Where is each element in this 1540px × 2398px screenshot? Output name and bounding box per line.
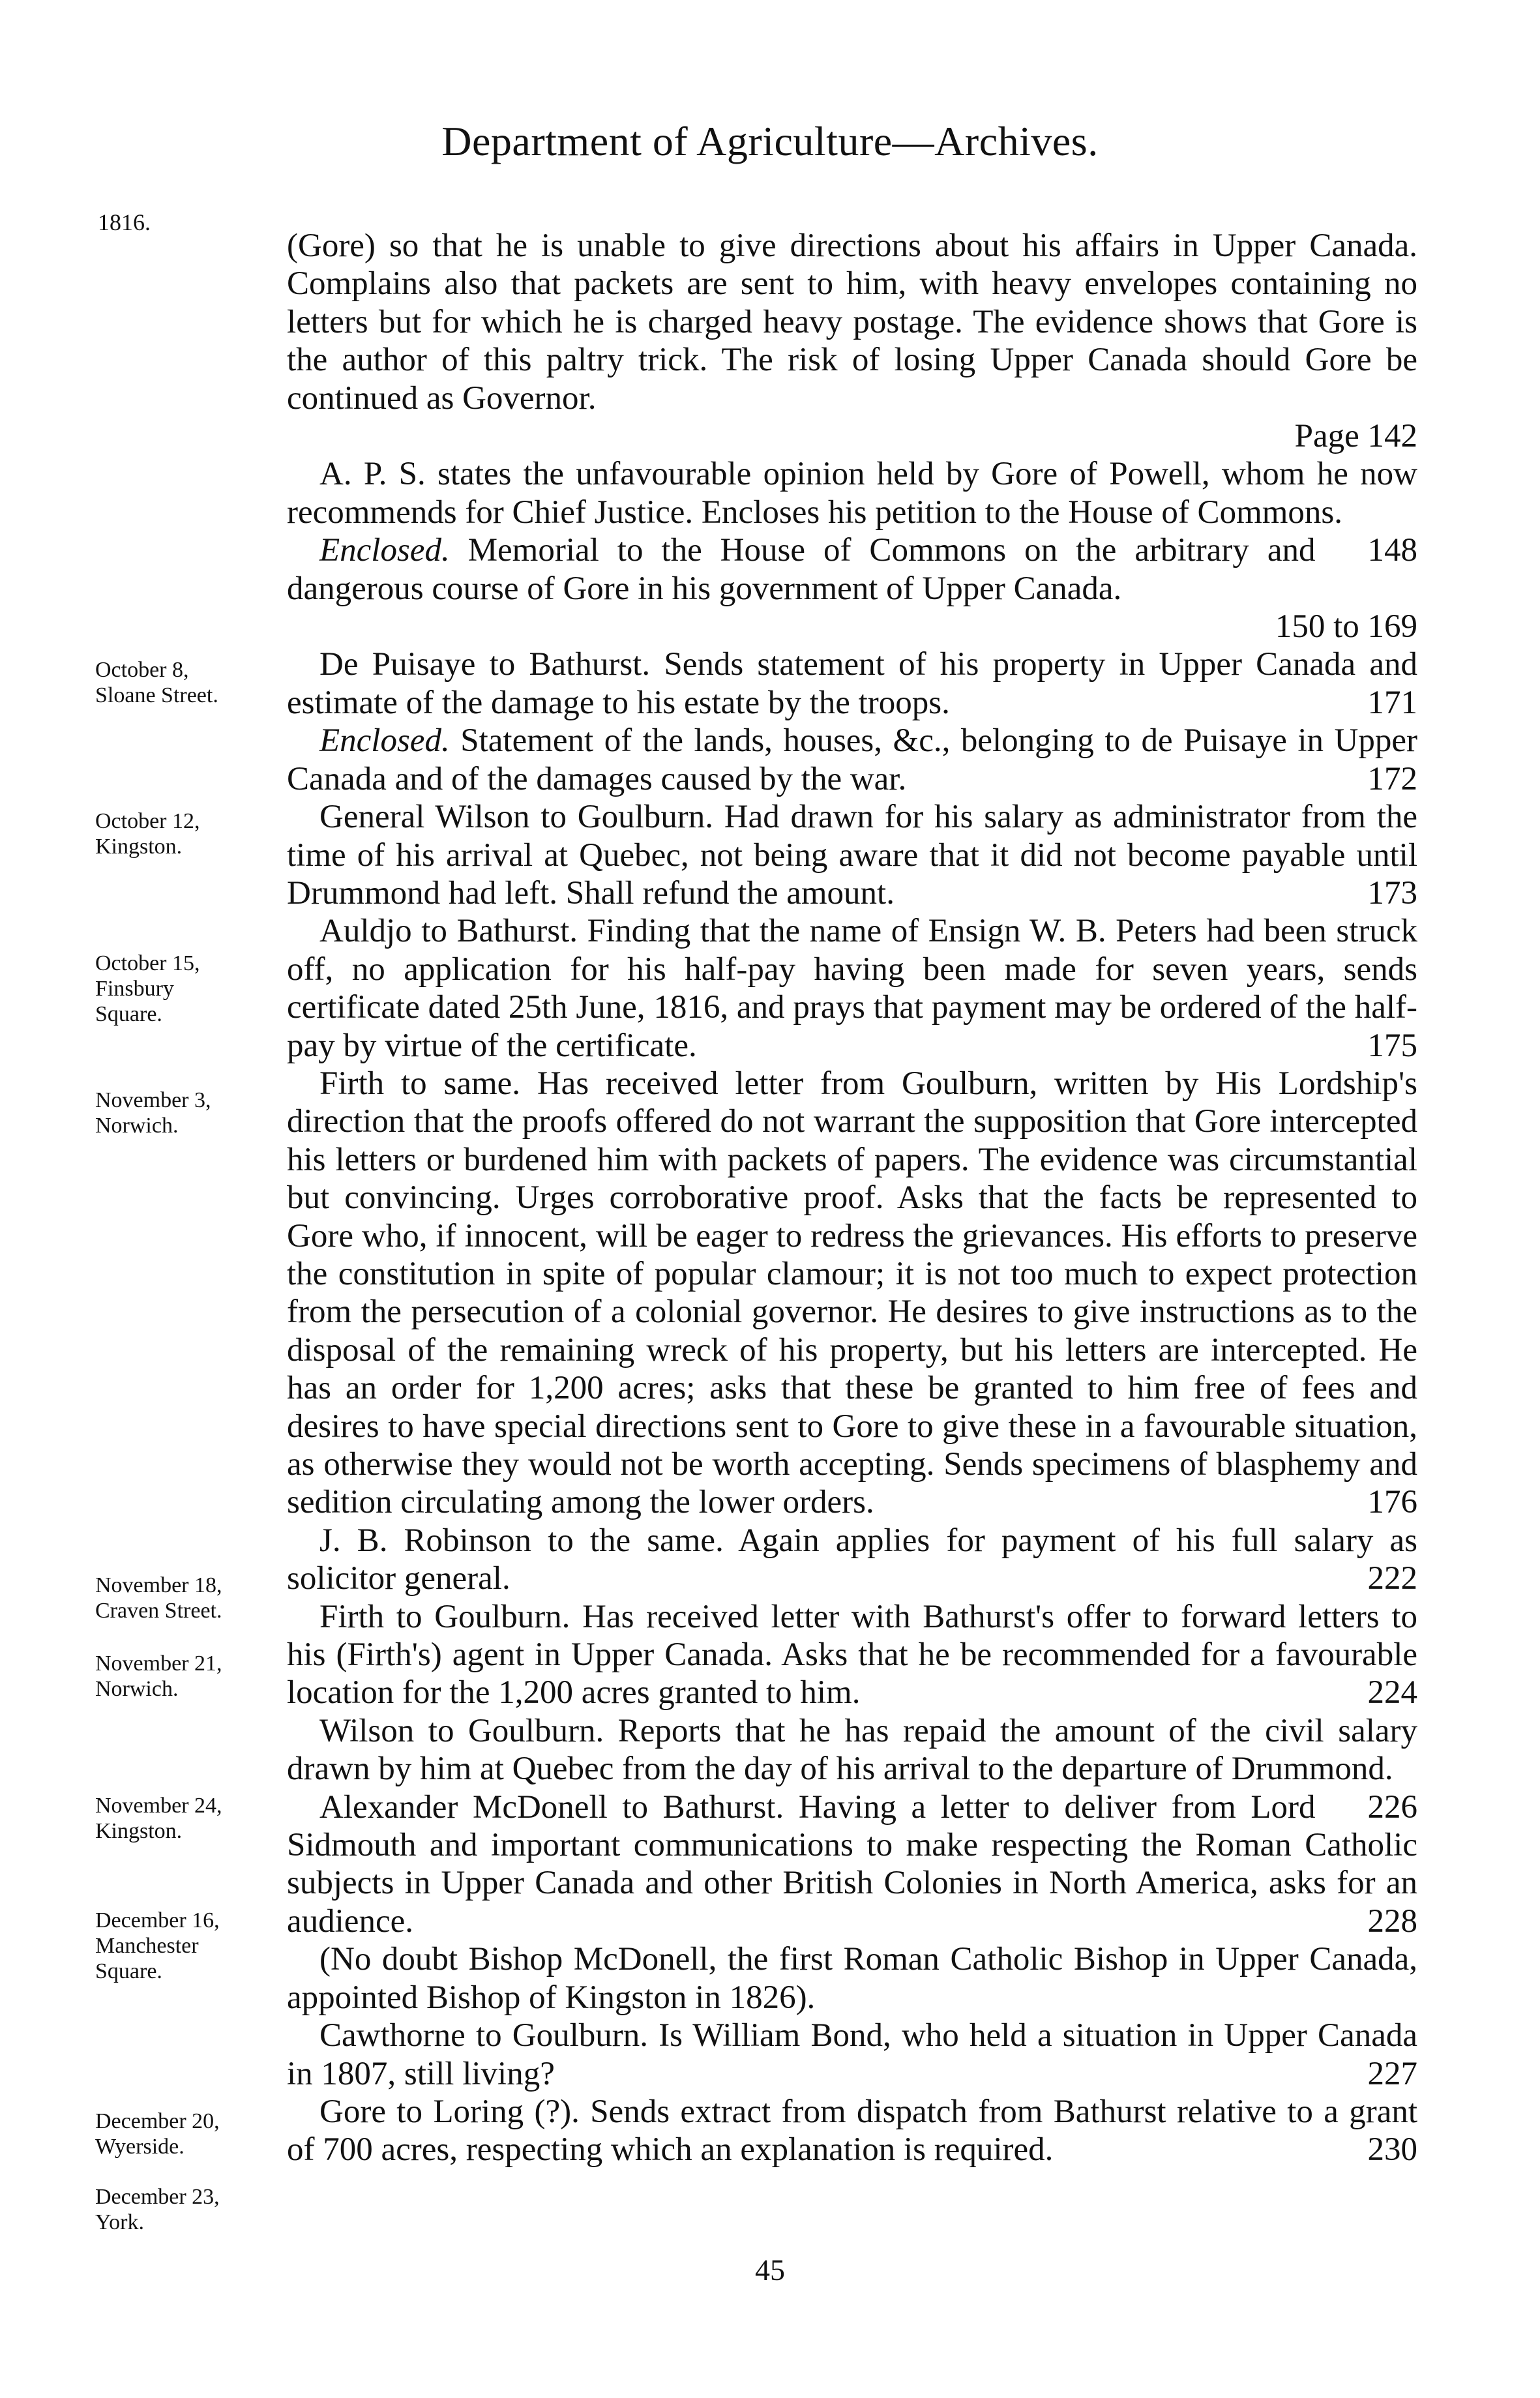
margin-note-date: November 3,: [95, 1088, 211, 1112]
entry-text: Gore to Loring (?). Sends extract from dispatch from Bathurst relative to a grant of 700 acres, respecting which an explanation is required.: [287, 2093, 1417, 2169]
page-number: 45: [755, 2253, 785, 2287]
entry: [287, 722, 1417, 798]
margin-note-place: Sloane Street.: [95, 683, 218, 707]
margin-note: [95, 1573, 222, 1623]
main-column: [287, 227, 1417, 2169]
margin-note: [95, 1088, 211, 1138]
enclosed-label: Enclosed.: [319, 532, 450, 569]
margin-note: [95, 951, 245, 1027]
entry: [287, 1940, 1417, 2017]
margin-note: [95, 657, 218, 708]
page-reference: 173: [1367, 874, 1417, 911]
margin-note-place: Norwich.: [95, 1114, 179, 1138]
entry-text: Wilson to Goulburn. Reports that he has repaid the amount of the civil salary drawn by him at Quebec from the day of his arrival to the departure of Drummond.: [287, 1712, 1417, 1788]
page-reference: 224: [1367, 1674, 1417, 1711]
margin-note: [95, 1793, 222, 1844]
margin-note-date: November 18,: [95, 1573, 222, 1597]
entry-text: Cawthorne to Goulburn. Is William Bond, who held a situation in Upper Canada in 1807, still living?: [287, 2017, 1417, 2092]
margin-note-place: Kingston.: [95, 1819, 183, 1843]
entry: [287, 645, 1417, 722]
entry-text: Alexander McDonell to Bathurst. Having a letter to deliver from Lord Sidmouth and important communications to make respecting the Roman Catholic subjects in Upper Canada and other British Colonies in North America, asks for an audience.: [287, 1788, 1417, 1940]
entry: [287, 912, 1417, 1065]
margin-note-place: Kingston.: [95, 835, 183, 859]
entry: [287, 1788, 1417, 1941]
page-reference: 172: [1367, 760, 1417, 797]
entry-text: Auldjo to Bathurst. Finding that the name of Ensign W. B. Peters had been struck off, no application for his half-pay having been made for seven years, sends certificate dated 25th June, 1816, and prays that payment may be ordered of the half-pay by virtue of the certificate.: [287, 913, 1417, 1064]
entry-text: A. P. S. states the unfavourable opinion held by Gore of Powell, whom he now recommends for Chief Justice. Encloses his petition to the House of Commons.: [287, 456, 1417, 531]
margin-note-place: Manchester Square.: [95, 1934, 199, 1983]
entry-text: J. B. Robinson to the same. Again applies for payment of his full salary as solicitor general.: [287, 1522, 1417, 1597]
page-reference: 148: [1367, 532, 1417, 569]
entry: [287, 2017, 1417, 2093]
page-reference: 222: [1367, 1560, 1417, 1597]
margin-note: [95, 808, 200, 859]
enclosed-label: Enclosed.: [319, 722, 450, 760]
margin-note-date: October 8,: [95, 658, 189, 682]
entry-text: Firth to Goulburn. Has received letter with Bathurst's offer to forward letters to his (Firth's) agent in Upper Canada. Asks that he be recommended for a favourable location for the 1,200 acres granted to him.: [287, 1598, 1417, 1711]
margin-note: [95, 1651, 222, 1702]
entry: [287, 227, 1417, 417]
page-reference: 228: [1367, 1902, 1417, 1940]
entry: [287, 1598, 1417, 1712]
page-header: Department of Agriculture—Archives.: [441, 118, 1099, 164]
margin-note-date: November 24,: [95, 1794, 222, 1818]
page-reference: 176: [1367, 1484, 1417, 1521]
margin-note-place: Norwich.: [95, 1677, 179, 1701]
margin-note: [95, 2109, 220, 2159]
entry-text: Statement of the lands, houses, &c., belonging to de Puisaye in Upper Canada and of the damages caused by the war.: [287, 722, 1418, 797]
page-reference: 150 to 169: [1275, 608, 1417, 645]
margin-note-place: Wyerside.: [95, 2135, 185, 2159]
margin-note-date: December 16,: [95, 1908, 220, 1932]
entry: [287, 1522, 1417, 1598]
entry: [287, 1065, 1417, 1522]
page-reference: 227: [1367, 2055, 1417, 2092]
page-reference: 230: [1367, 2131, 1417, 2169]
margin-note-date: October 15,: [95, 951, 200, 975]
page-reference: 175: [1367, 1027, 1417, 1064]
page-reference: 171: [1367, 684, 1417, 721]
margin-note-date: October 12,: [95, 809, 200, 833]
entry: [287, 798, 1417, 912]
margin-note-place: York.: [95, 2210, 144, 2234]
entry-text: General Wilson to Goulburn. Had drawn for his salary as administrator from the time of his arrival at Quebec, not being aware that it did not become payable until Drummond had left. Shall refund the amount.: [287, 799, 1417, 911]
margin-note: [95, 2184, 220, 2235]
page-reference: 226: [1367, 1788, 1417, 1826]
entry-text: De Puisaye to Bathurst. Sends statement of his property in Upper Canada and estimate of the damage to his estate by the troops.: [287, 646, 1417, 721]
entry-text: (Gore) so that he is unable to give directions about his affairs in Upper Canada. Complains also that packets are sent to him, with heavy envelopes containing no letters but for which he is charged heavy postage. The evidence shows that Gore is the author of this paltry trick. The risk of losing Upper Canada should Gore be continued as Governor.: [287, 228, 1417, 417]
page-reference: Page 142: [1294, 418, 1417, 455]
margin-note-date: November 21,: [95, 1651, 222, 1676]
entry: [287, 531, 1417, 608]
margin-note: [95, 1908, 245, 1984]
margin-note-date: December 23,: [95, 2185, 220, 2209]
margin-note-date: December 20,: [95, 2109, 220, 2133]
year-label: 1816.: [98, 209, 151, 235]
margin-note-place: Craven Street.: [95, 1599, 222, 1623]
entry: [287, 1712, 1417, 1826]
margin-note-place: Finsbury Square.: [95, 977, 174, 1026]
entry-text: Memorial to the House of Commons on the arbitrary and dangerous course of Gore in his government of Upper Canada.: [287, 532, 1316, 607]
entry: [287, 2093, 1417, 2169]
entry-text: (No doubt Bishop McDonell, the first Roman Catholic Bishop in Upper Canada, appointed Bishop of Kingston in 1826).: [287, 1941, 1417, 2016]
entry-text: Firth to same. Has received letter from Goulburn, written by His Lordship's direction that the proofs offered do not warrant the supposition that Gore intercepted his letters or burdened him with packets of papers. The evidence was circumstantial but convincing. Urges corroborative proof. Asks that the facts be represented to Gore who, if innocent, will be eager to redress the grievances. His efforts to preserve the constitution in spite of popular clamour; it is not too much to expect protection from the persecution of a colonial governor. He desires to give instructions as to the disposal of the remaining wreck of his property, but his letters are intercepted. He has an order for 1,200 acres; asks that these be granted to him free of fees and desires to have special directions sent to Gore to give these in a favourable situation, as otherwise they would not be worth accepting. Sends specimens of blasphemy and sedition circulating among the lower orders.: [287, 1065, 1417, 1521]
